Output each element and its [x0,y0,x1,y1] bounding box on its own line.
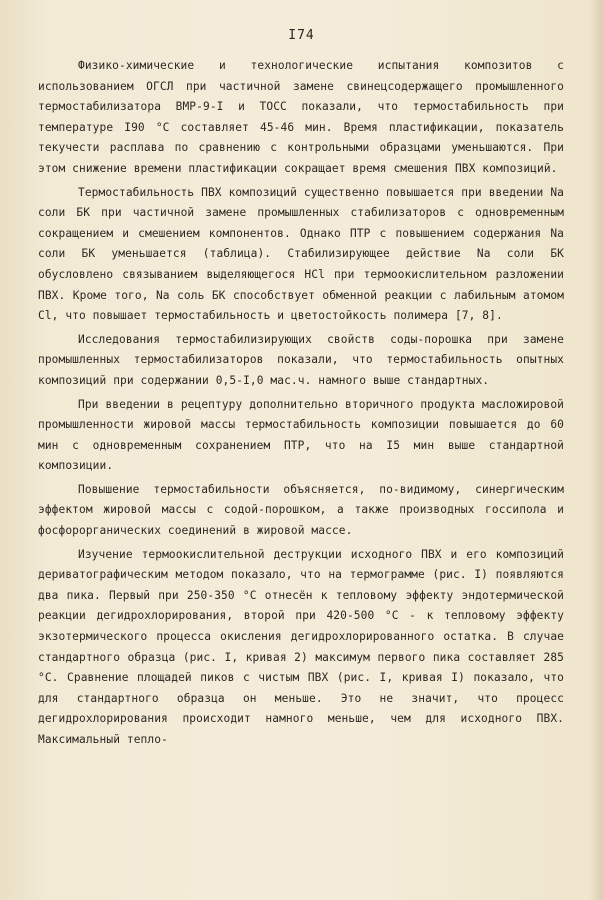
paragraph-composite-tests: Физико-химические и технологические испытания композитов с использованием ОГСЛ при частичной замене свинецсодержащего промышленного термостабилизатора ВМР-9-I и ТОСС показали, что термостабильность при температуре I90 °С составляет 45-46 мин. Время пластификации, показатель текучести расплава по сравнению с контрольными образцами уменьшаются. При этом снижение времени пластификации сокращает время смешения ПВХ композиций. [38,59,564,175]
paragraph-fat-mass: При введении в рецептуру дополнительно вторичного продукта масложировой промышленности жировой массы термостабильность композиции повышается до 60 мин с одновременным сохранением ПТР, что на I5 мин выше стандартной композиции. [38,397,564,473]
body-text [38,56,564,754]
page-edge-shadow [589,0,603,900]
paragraph-thermo-oxidative-destruction: Изучение термоокислительной деструкции исходного ПВХ и его композиций дериватографическим методом показало, что на термограмме (рис. I) появляются два пика. Первый при 250-350 °С отнесён к тепловому эффекту эндотермической реакции дегидрохлорирования, второй при 420-500 °С - к тепловому эффекту экзотермического процесса окисления дегидрохлорированного остатка. В случае стандартного образца (рис. I, кривая 2) максимум первого пика составляет 285 °С. Сравнение площадей пиков с чистым ПВХ (рис. I, кривая I) показало, что для стандартного образца он меньше. Это не значит, что процесс дегидрохлорирования происходит намного меньше, чем для исходного ПВХ. Максимальный тепло- [38,547,564,746]
page-number: I74 [288,28,315,43]
paragraph-synergy: Повышение термостабильности объясняется, по-видимому, синергическим эффектом жировой массы с содой-порошком, а также производных госсипола и фосфорорганических соединений в жировой массе. [38,482,564,538]
paragraph-thermostability-na-salt: Термостабильность ПВХ композиций существенно повышается при введении Na соли БК при частичной замене промышленных стабилизаторов с одновременным сокращением и смешением компонентов. Однако ПТР с повышением содержания Na соли БК уменьшается (таблица). Стабилизирующее действие Na соли БК обусловлено связыванием выделяющегося HCl при термоокислительном разложении ПВХ. Кроме того, Na соль БК способствует обменной реакции с лабильным атомом Cl, что повышает термостабильность и цветостойкость полимера [7, 8]. [38,185,564,323]
paragraph-soda-powder: Исследования термостабилизирующих свойств соды-порошка при замене промышленных термостабилизаторов показали, что термостабильность опытных композиций при содержании 0,5-I,0 мас.ч. намного выше стандартных. [38,332,564,387]
